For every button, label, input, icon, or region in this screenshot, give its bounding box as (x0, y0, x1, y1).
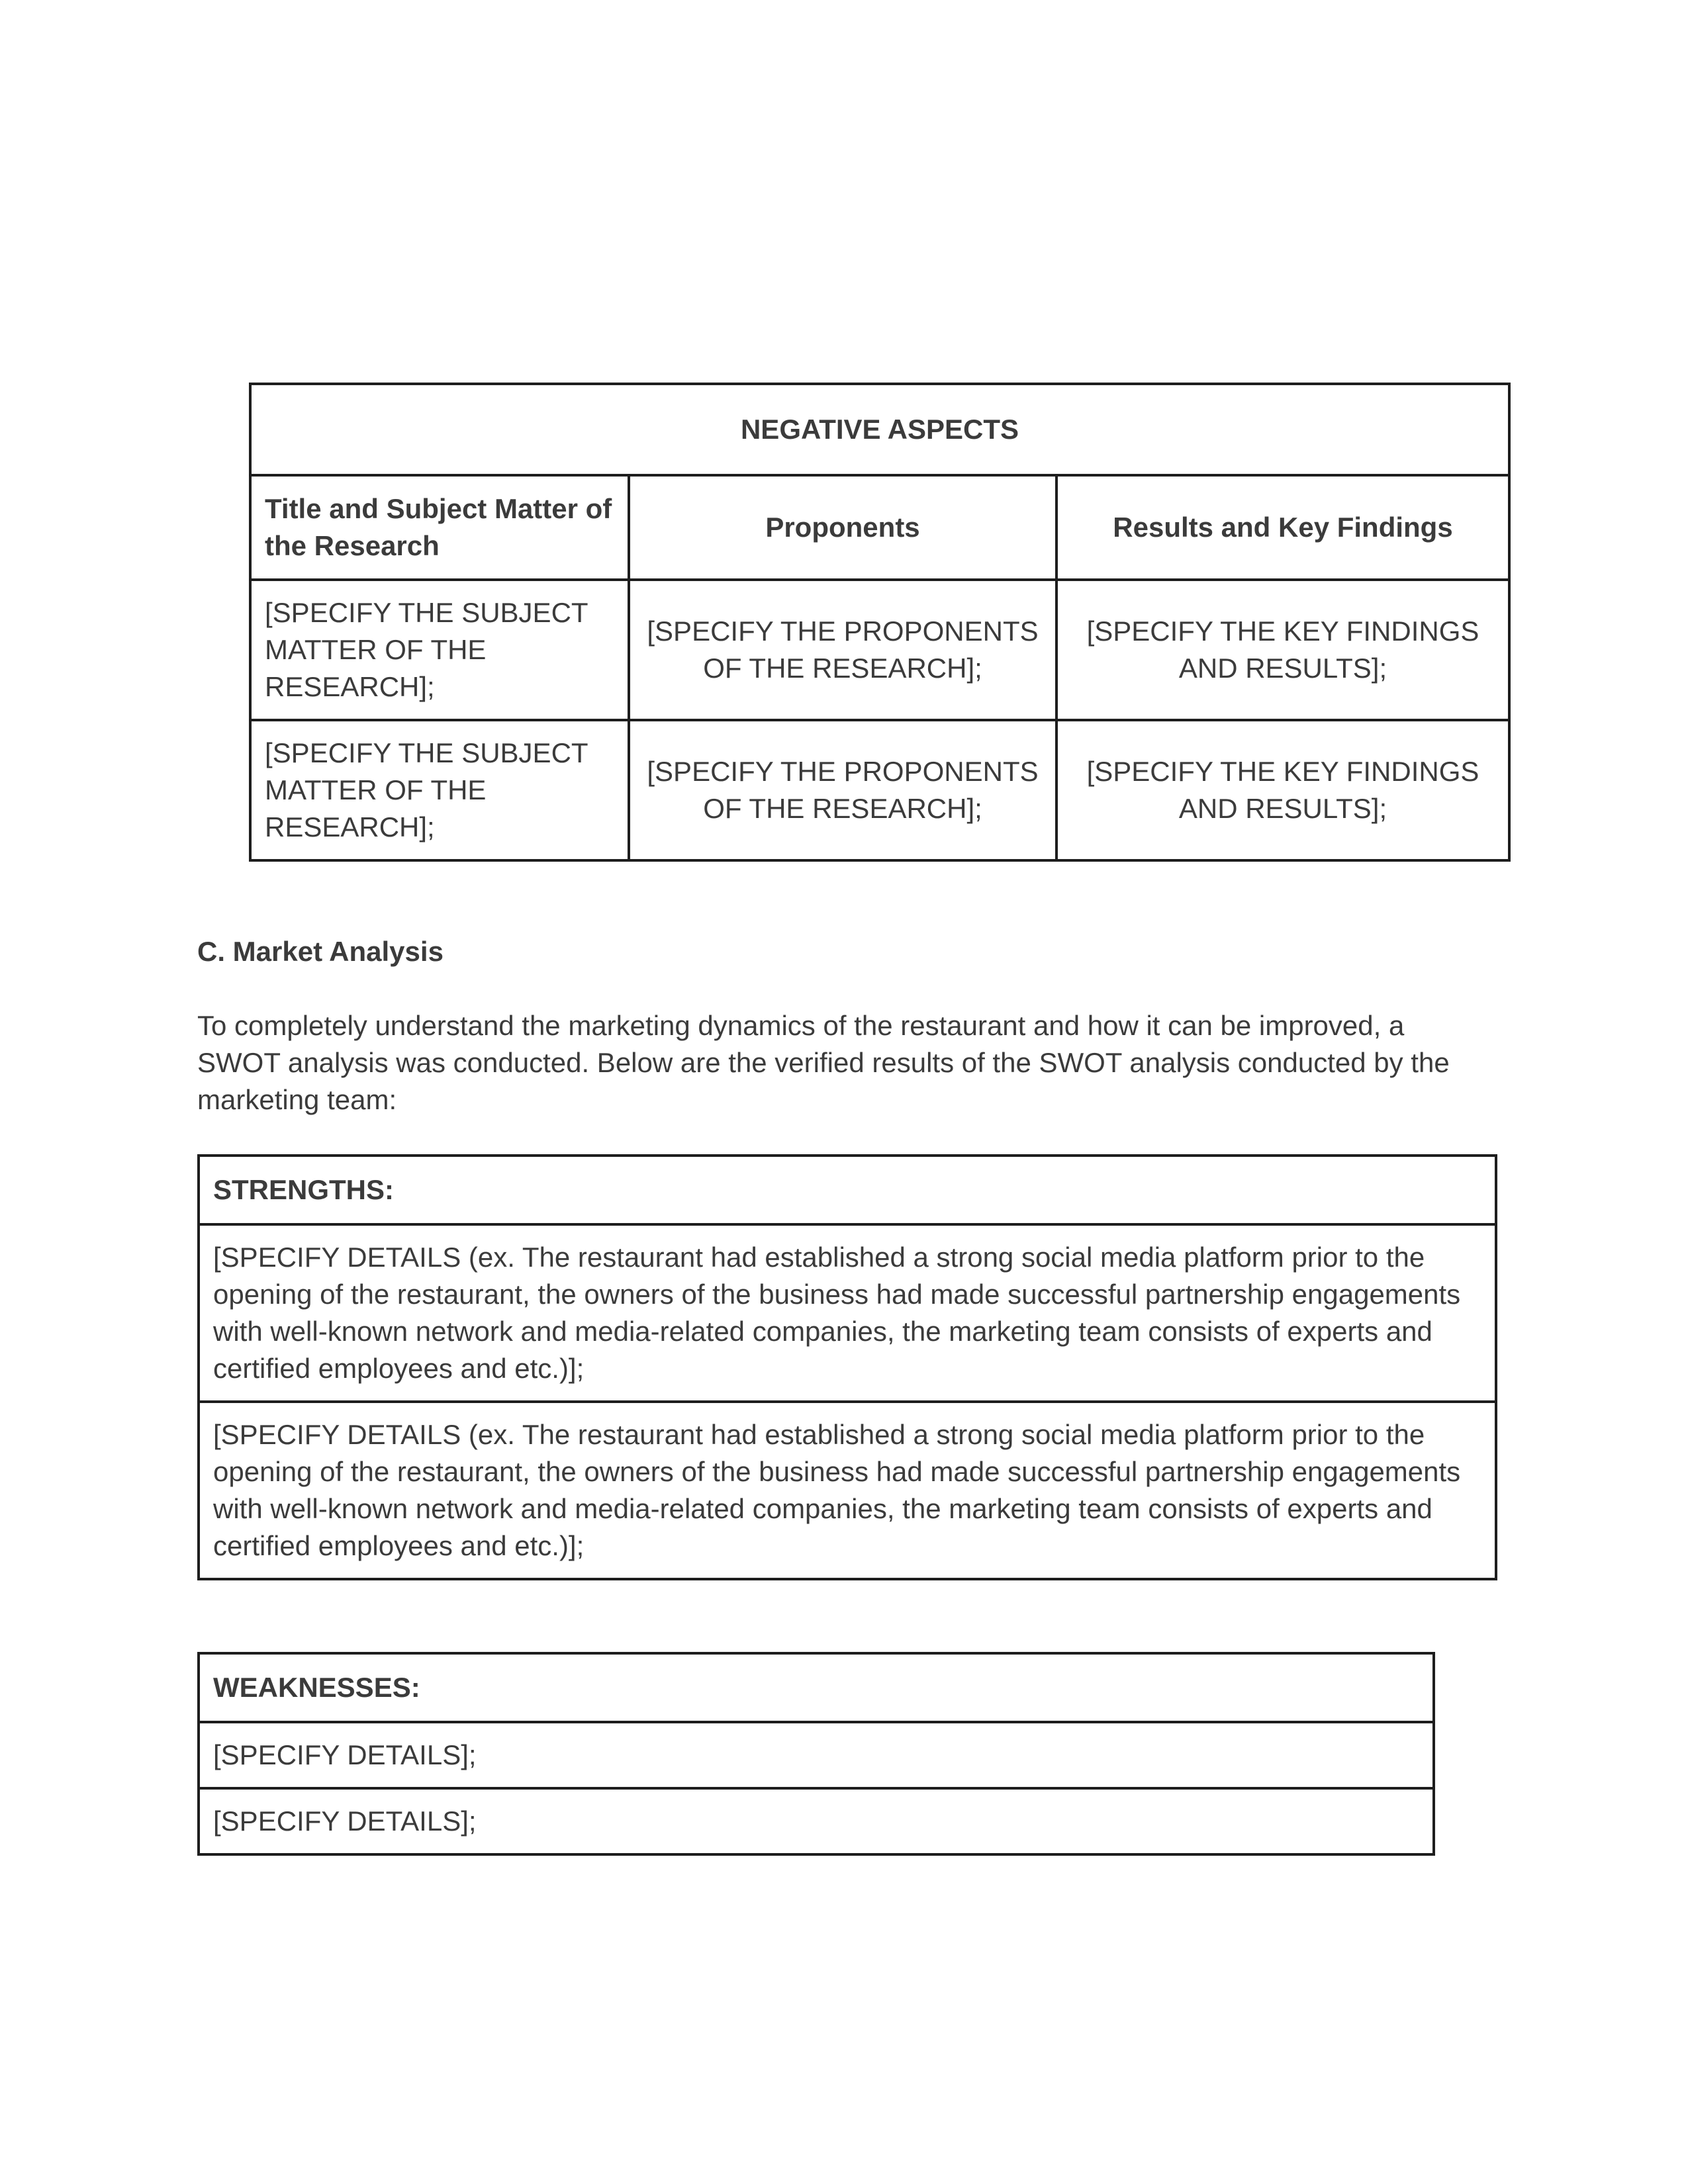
strengths-item: [SPECIFY DETAILS (ex. The restaurant had established a strong social media platform prior to the opening of the restaurant, the owners of the business had made successful partnership engagements with well-known network and media-related companies, the marketing team consists of experts and certified employees and etc.)]; (199, 1224, 1496, 1402)
strengths-item: [SPECIFY DETAILS (ex. The restaurant had established a strong social media platform prior to the opening of the restaurant, the owners of the business had made successful partnership engagements with well-known network and media-related companies, the marketing team consists of experts and certified employees and etc.)]; (199, 1402, 1496, 1579)
intro-paragraph: To completely understand the marketing dynamics of the restaurant and how it can be improved, a SWOT analysis was conducted. Below are the verified results of the SWOT analysis conducted by the marketing team: (197, 1010, 1450, 1115)
weaknesses-item: [SPECIFY DETAILS]; (199, 1788, 1434, 1854)
strengths-table (197, 1154, 1497, 1580)
header-title-subject: Title and Subject Matter of the Research (250, 475, 629, 580)
cell-subject: [SPECIFY THE SUBJECT MATTER OF THE RESEARCH]; (250, 580, 629, 720)
header-proponents: Proponents (629, 475, 1056, 580)
weaknesses-label: WEAKNESSES: (199, 1653, 1434, 1722)
cell-results: [SPECIFY THE KEY FINDINGS AND RESULTS]; (1056, 580, 1509, 720)
table-header-row (250, 475, 1509, 580)
header-results: Results and Key Findings (1056, 475, 1509, 580)
section-heading: C. Market Analysis (197, 936, 444, 967)
weaknesses-item: [SPECIFY DETAILS]; (199, 1722, 1434, 1788)
table-row (250, 580, 1509, 720)
cell-results: [SPECIFY THE KEY FINDINGS AND RESULTS]; (1056, 720, 1509, 860)
weaknesses-table (197, 1652, 1435, 1856)
negative-aspects-title: NEGATIVE ASPECTS (250, 384, 1509, 475)
cell-proponents: [SPECIFY THE PROPONENTS OF THE RESEARCH]; (629, 580, 1056, 720)
cell-proponents: [SPECIFY THE PROPONENTS OF THE RESEARCH]; (629, 720, 1056, 860)
negative-aspects-table (249, 383, 1511, 862)
strengths-label: STRENGTHS: (199, 1156, 1496, 1224)
table-row (250, 720, 1509, 860)
cell-subject: [SPECIFY THE SUBJECT MATTER OF THE RESEARCH]; (250, 720, 629, 860)
